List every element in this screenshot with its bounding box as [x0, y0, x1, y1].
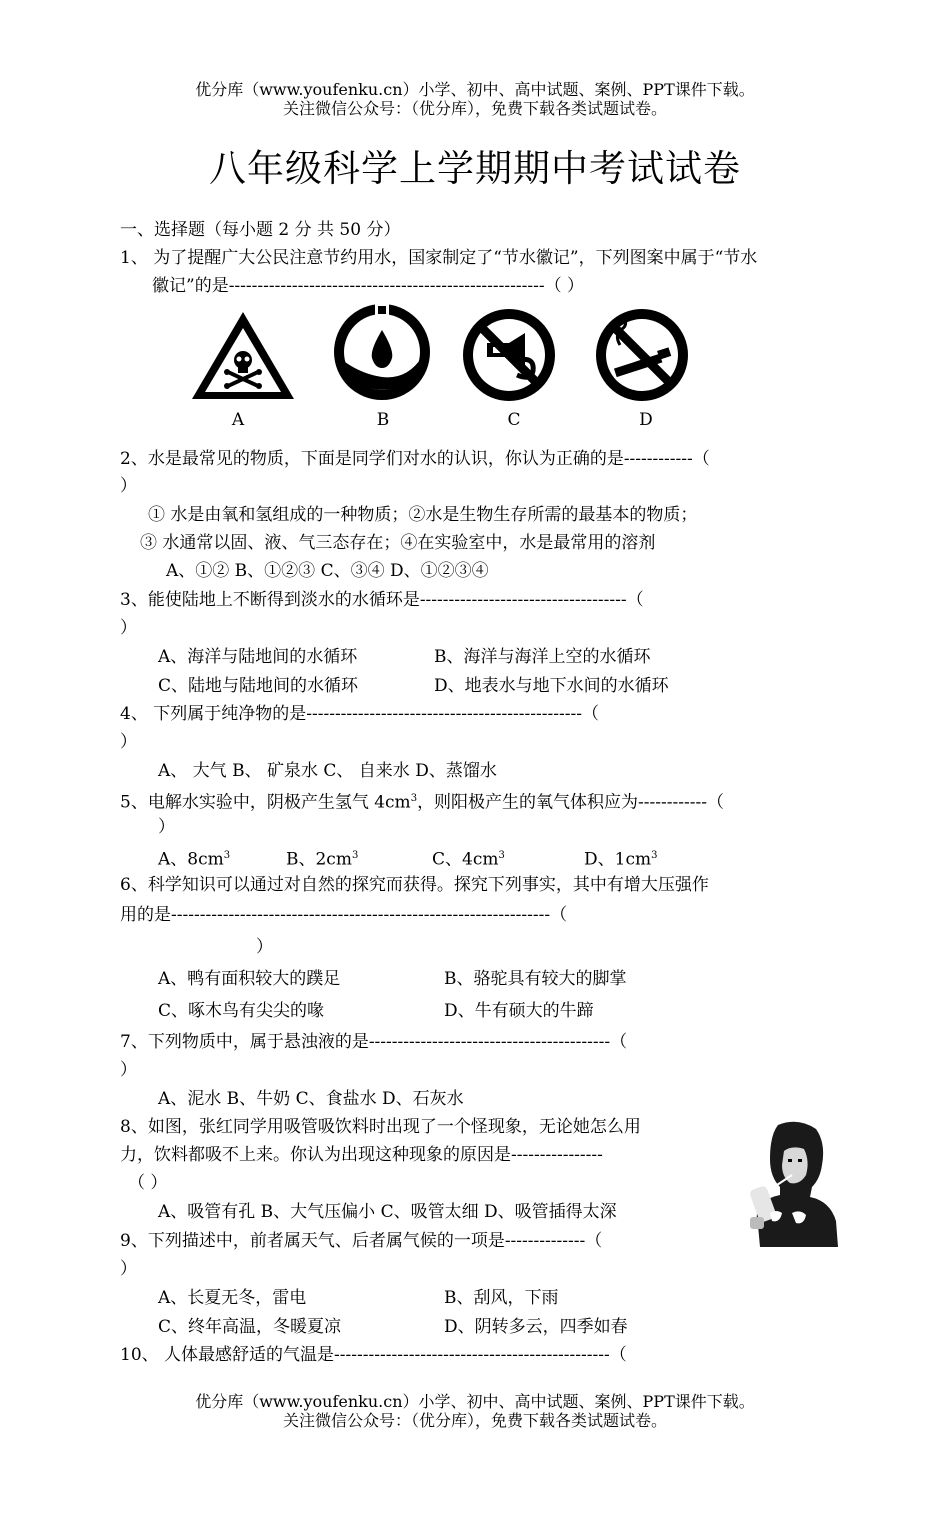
question-2-options: A、①② B、①②③ C、③④ D、①②③④	[166, 561, 489, 581]
question-7-options: A、泥水 B、牛奶 C、食盐水 D、石灰水	[158, 1089, 464, 1109]
question-6-option-b: B、骆驼具有较大的脚掌	[444, 969, 627, 989]
question-6-close: ）	[256, 937, 273, 957]
option-label-b: B	[376, 410, 390, 430]
option-label-a: A	[231, 410, 245, 430]
section-heading: 一、选择题（每小题 2 分 共 50 分）	[120, 220, 401, 240]
question-3-option-b: B、海洋与海洋上空的水循环	[434, 647, 651, 667]
question-2-statement-1: ① 水是由氧和氢组成的一种物质；②水是生物生存所需的最基本的物质；	[148, 505, 698, 525]
question-6-text: 6、科学知识可以通过对自然的探究而获得。探究下列事实，其中有增大压强作	[120, 875, 709, 895]
question-4-close: ）	[120, 732, 137, 752]
question-2-close: ）	[120, 476, 137, 496]
question-9-option-d: D、阴转多云，四季如春	[444, 1317, 628, 1337]
question-9-option-b: B、刮风，下雨	[444, 1288, 559, 1308]
question-8-close: （ ）	[128, 1173, 168, 1193]
question-5-text: 5、电解水实验中，阴极产生氢气 $4cm^3$，则阳极产生的氧气体积应为------------（	[120, 792, 724, 813]
question-1-text: 1、 为了提醒广大公民注意节约用水，国家制定了“节水徽记”，下列图案中属于“节水	[120, 248, 758, 268]
option-label-c: C	[507, 410, 521, 430]
header-line-1: 优分库（www.youfenku.cn）小学、初中、高中试题、案例、PPT课件下载。	[195, 80, 755, 99]
question-4-text: 4、 下列属于纯净物的是------------------------------------------------（	[120, 704, 599, 724]
skull-warning-icon	[188, 308, 298, 403]
question-9-option-c: C、终年高温，冬暖夏凉	[158, 1317, 342, 1337]
question-5-option-a: A、$8cm^3$	[158, 849, 231, 870]
question-6-option-a: A、鸭有面积较大的蹼足	[158, 969, 341, 989]
question-4-options: A、 大气 B、 矿泉水 C、 自来水 D、蒸馏水	[158, 761, 497, 781]
question-6-option-c: C、啄木鸟有尖尖的喙	[158, 1001, 325, 1021]
question-9-close: ）	[120, 1259, 137, 1279]
page-title: 八年级科学上学期期中考试试卷	[209, 147, 741, 190]
question-6-text-cont: 用的是------------------------------------------------------------------（	[120, 905, 568, 925]
question-5-option-c: C、$4cm^3$	[432, 849, 505, 870]
question-10-text: 10、 人体最感舒适的气温是------------------------------------------------（	[120, 1345, 627, 1365]
question-2-statement-2: ③ 水通常以固、液、气三态存在；④在实验室中，水是最常用的溶剂	[140, 533, 656, 553]
question-3-option-c: C、陆地与陆地间的水循环	[158, 676, 359, 696]
question-5-option-d: D、$1cm^3$	[584, 849, 658, 870]
header-line-2: 关注微信公众号：（优分库），免费下载各类试题试卷。	[282, 99, 667, 118]
question-7-close: ）	[120, 1060, 137, 1080]
question-1-text-cont: 徽记”的是-------------------------------------------------------（ ）	[152, 276, 585, 296]
question-9-option-a: A、长夏无冬，雷电	[158, 1288, 307, 1308]
question-3-text: 3、能使陆地上不断得到淡水的水循环是------------------------------------（	[120, 590, 644, 610]
question-5-option-b: B、$2cm^3$	[286, 849, 359, 870]
question-9-text: 9、下列描述中，前者属天气、后者属气候的一项是--------------（	[120, 1231, 603, 1251]
question-7-text: 7、下列物质中，属于悬浊液的是------------------------------------------（	[120, 1032, 628, 1052]
question-5-close: ）	[158, 817, 175, 837]
girl-drinking-illustration	[740, 1117, 840, 1247]
option-label-d: D	[639, 410, 653, 430]
question-8-text: 8、如图，张红同学用吸管吸饮料时出现了一个怪现象，无论她怎么用	[120, 1117, 641, 1137]
question-8-text-cont: 力，饮料都吸不上来。你认为出现这种现象的原因是----------------	[120, 1145, 603, 1165]
no-horn-icon	[459, 305, 559, 405]
footer-line-2: 关注微信公众号：（优分库），免费下载各类试题试卷。	[282, 1411, 667, 1430]
question-2-text: 2、水是最常见的物质，下面是同学们对水的认识，你认为正确的是------------（	[120, 449, 710, 469]
question-6-option-d: D、牛有硕大的牛蹄	[444, 1001, 594, 1021]
water-drop-hand-icon	[327, 302, 437, 402]
question-3-option-a: A、海洋与陆地间的水循环	[158, 647, 358, 667]
no-smoking-icon	[592, 305, 692, 405]
footer-line-1: 优分库（www.youfenku.cn）小学、初中、高中试题、案例、PPT课件下载。	[195, 1392, 755, 1411]
question-8-options: A、吸管有孔 B、大气压偏小 C、吸管太细 D、吸管插得太深	[158, 1202, 617, 1222]
question-3-close: ）	[120, 618, 137, 638]
question-3-option-d: D、地表水与地下水间的水循环	[434, 676, 669, 696]
